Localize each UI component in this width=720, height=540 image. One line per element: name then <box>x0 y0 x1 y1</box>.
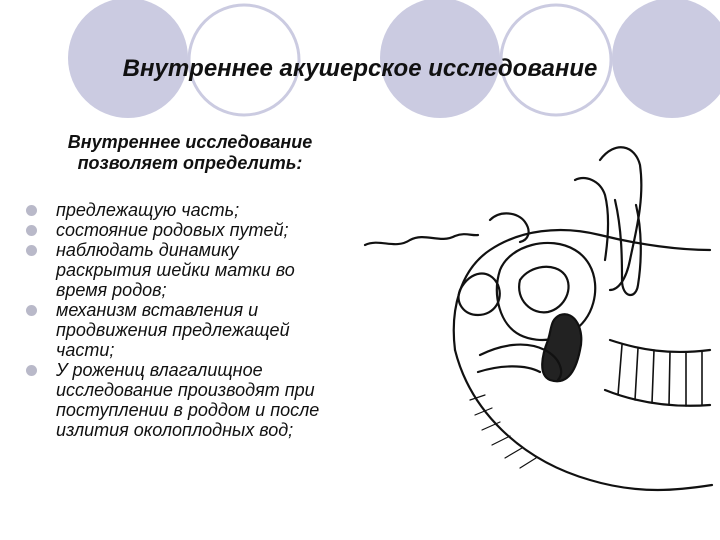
bullet-list <box>26 200 366 440</box>
uterus-outline <box>497 243 595 340</box>
bullet-line: продвижения предлежащей <box>56 320 290 340</box>
bullet-line: раскрытия шейки матки во <box>56 260 295 280</box>
bullet-line: излития околоплодных вод; <box>56 420 294 440</box>
subtitle-line: позволяет определить: <box>77 153 303 173</box>
bullet-item <box>26 220 366 240</box>
bullet-item <box>26 240 366 300</box>
bullet-line: состояние родовых путей; <box>56 220 289 240</box>
hand-outline <box>600 147 641 290</box>
slide-title: Внутреннее акушерское исследование <box>122 55 598 82</box>
slide-subtitle <box>40 132 340 174</box>
vertebrae-icon <box>618 345 702 406</box>
pelvis-lower <box>455 350 712 490</box>
bullet-line: части; <box>56 340 115 360</box>
pelvis-outline <box>454 230 710 350</box>
bullet-line: механизм вставления и <box>56 300 259 320</box>
bullet-line: время родов; <box>56 280 167 300</box>
sacrum-lower <box>605 390 710 406</box>
exam-finger-2 <box>478 366 540 372</box>
bullet-item <box>26 200 366 220</box>
bullet-dot-icon <box>26 245 37 256</box>
bullet-line: поступлении в роддом и после <box>56 400 320 420</box>
bullet-dot-icon <box>26 365 37 376</box>
bullet-dot-icon <box>26 305 37 316</box>
finger-2 <box>575 178 608 260</box>
body-contour-line <box>365 234 478 245</box>
uterus-inner <box>519 267 568 313</box>
finger-1 <box>615 200 641 295</box>
thumb <box>490 213 529 242</box>
bullet-item <box>26 300 366 360</box>
bullet-line: исследование производят при <box>56 380 315 400</box>
bullet-dot-icon <box>26 225 37 236</box>
bullet-line: наблюдать динамику <box>56 240 239 260</box>
bullet-line: предлежащую часть; <box>56 200 240 220</box>
bullet-item <box>26 360 366 440</box>
subtitle-line: Внутреннее исследование <box>67 132 313 152</box>
sacrum-outline <box>610 340 710 352</box>
bullet-dot-icon <box>26 205 37 216</box>
obstetric-exam-illustration <box>360 140 715 510</box>
bullet-line: У рожениц влагалищное <box>56 360 263 380</box>
